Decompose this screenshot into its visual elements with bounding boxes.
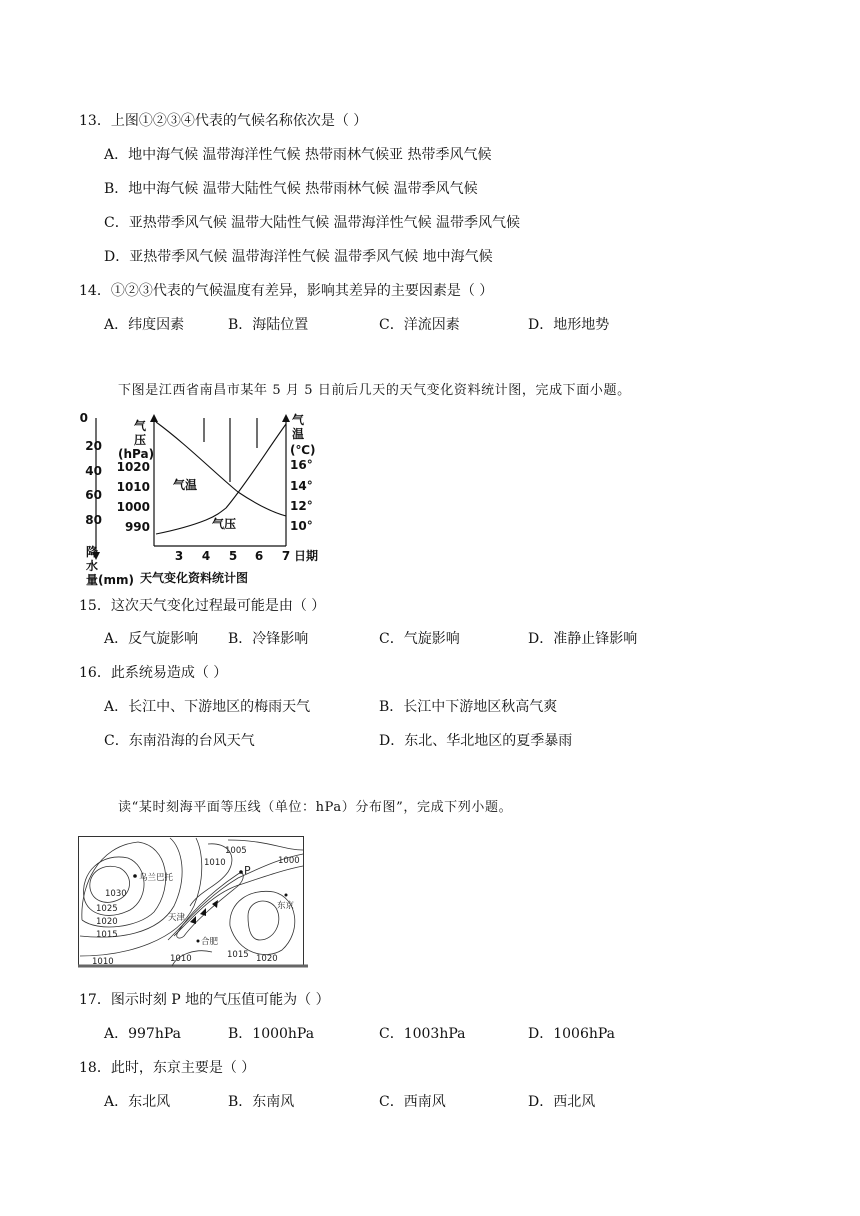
isobar-label-1030: 1030 (105, 889, 127, 899)
pressure-axis-arrow (150, 414, 158, 422)
pressure-tick-990: 990 (124, 520, 150, 534)
chart-intro: 下图是江西省南昌市某年 5 月 5 日前后几天的天气变化资料统计图，完成下面小题。 (118, 383, 631, 398)
q14-option-c[interactable]: C．洋流因素 (379, 317, 460, 333)
city-hefei: 合肥 (201, 937, 219, 947)
temp-tick-10: 10° (290, 519, 313, 533)
q15-option-b[interactable]: B．冷锋影响 (228, 631, 309, 647)
isobar-label-1015: 1015 (96, 930, 118, 940)
isobar-map (78, 836, 308, 968)
pressure-tick-1010: 1010 (116, 480, 150, 494)
isobar-label-1010-left: 1010 (92, 957, 114, 967)
q17-option-a[interactable]: A．997hPa (104, 1026, 181, 1042)
q16-option-c[interactable]: C．东南沿海的台风天气 (104, 733, 255, 749)
q16-option-a[interactable]: A．长江中、下游地区的梅雨天气 (104, 699, 311, 715)
isobar-label-1025: 1025 (96, 904, 118, 914)
precip-label-3: 量(mm) (86, 573, 134, 587)
city-tianjin: 天津 (168, 913, 186, 923)
map-frame (79, 837, 304, 966)
q13-stem: 13．上图①②③④代表的气候名称依次是（ ） (79, 113, 368, 129)
q14-stem: 14．①②③代表的气候温度有差异，影响其差异的主要因素是（ ） (79, 283, 494, 299)
q18-option-b[interactable]: B．东南风 (228, 1094, 295, 1110)
weather-chart (76, 404, 326, 594)
tokyo-point (285, 894, 288, 897)
temperature-line (156, 422, 286, 516)
q17-stem: 17．图示时刻 P 地的气压值可能为（ ） (79, 992, 330, 1008)
temp-axis-arrow (282, 414, 290, 422)
x-tick-4: 4 (201, 549, 211, 563)
q15-option-a[interactable]: A．反气旋影响 (104, 631, 199, 647)
x-tick-5: 5 (228, 549, 238, 563)
temp-label-3: (℃) (290, 443, 316, 457)
temp-tick-16: 16° (290, 458, 313, 472)
pressure-tick-1020: 1020 (116, 460, 150, 474)
q18-option-c[interactable]: C．西南风 (379, 1094, 446, 1110)
q16-option-b[interactable]: B．长江中下游地区秋高气爽 (379, 699, 558, 715)
chart-caption: 天气变化资料统计图 (140, 571, 249, 585)
p-point (239, 870, 243, 874)
city-tokyo: 东京 (277, 901, 295, 911)
precip-tick-20: 20 (85, 439, 102, 453)
q14-option-a[interactable]: A．纬度因素 (104, 317, 185, 333)
q14-option-b[interactable]: B．海陆位置 (228, 317, 309, 333)
pressure-tick-1000: 1000 (116, 500, 150, 514)
q18-option-d[interactable]: D．西北风 (528, 1094, 596, 1110)
isobar-label-1010-bottom: 1010 (170, 954, 192, 964)
temp-tick-14: 14° (290, 479, 313, 493)
x-tick-3: 3 (174, 549, 184, 563)
temp-label-1: 气 (292, 413, 305, 427)
temp-label-2: 温 (292, 427, 305, 441)
q18-option-a[interactable]: A．东北风 (104, 1094, 171, 1110)
city-ulaanbaatar: 乌兰巴托 (139, 873, 174, 883)
q15-option-d[interactable]: D．准静止锋影响 (528, 631, 638, 647)
q16-stem: 16．此系统易造成（ ） (79, 665, 228, 681)
q17-option-d[interactable]: D．1006hPa (528, 1026, 616, 1042)
isobar-label-1005: 1005 (225, 846, 247, 856)
q13-option-c[interactable]: C．亚热带季风气候 温带大陆性气候 温带海洋性气候 温带季风气候 (104, 215, 521, 231)
map-intro: 读“某时刻海平面等压线（单位：hPa）分布图”，完成下列小题。 (118, 800, 513, 815)
point-p-label: P (244, 864, 251, 877)
pressure-label-3: (hPa) (118, 447, 155, 461)
isobar-label-1010: 1010 (204, 858, 226, 868)
precip-tick-80: 80 (85, 513, 102, 527)
temp-tick-12: 12° (290, 499, 313, 513)
precip-label-2: 水 (86, 559, 99, 573)
isobar-label-1015-right: 1015 (227, 950, 249, 960)
x-tick-6: 6 (254, 549, 264, 563)
isobar-label-1000: 1000 (278, 856, 300, 866)
precip-label-1: 降 (86, 545, 99, 559)
x-tick-7: 7 (281, 549, 291, 563)
precip-tick-0: 0 (79, 411, 88, 425)
ulaanbaatar-point (133, 874, 137, 878)
q16-option-d[interactable]: D．东北、华北地区的夏季暴雨 (379, 733, 573, 749)
q18-stem: 18．此时，东京主要是（ ） (79, 1060, 256, 1076)
precip-tick-40: 40 (85, 464, 102, 478)
pressure-label-2: 压 (134, 433, 147, 447)
pressure-label-1: 气 (134, 419, 147, 433)
q13-option-a[interactable]: A．地中海气候 温带海洋性气候 热带雨林气候亚 热带季风气候 (104, 147, 492, 163)
q17-option-b[interactable]: B．1000hPa (228, 1026, 315, 1042)
x-axis-label: 日期 (294, 549, 319, 563)
q14-option-d[interactable]: D．地形地势 (528, 317, 610, 333)
pressure-series-label: 气压 (212, 517, 237, 531)
q13-option-d[interactable]: D．亚热带季风气候 温带海洋性气候 温带季风气候 地中海气候 (104, 249, 493, 265)
isobar-label-1020-right: 1020 (256, 954, 278, 964)
q13-option-b[interactable]: B．地中海气候 温带大陆性气候 热带雨林气候 温带季风气候 (104, 181, 478, 197)
q17-option-c[interactable]: C．1003hPa (379, 1026, 466, 1042)
isobar-label-1020: 1020 (96, 917, 118, 927)
precip-tick-60: 60 (85, 488, 102, 502)
temp-series-label: 气温 (173, 478, 198, 492)
q15-stem: 15．这次天气变化过程最可能是由（ ） (79, 598, 326, 614)
q15-option-c[interactable]: C．气旋影响 (379, 631, 460, 647)
hefei-point (197, 940, 200, 943)
